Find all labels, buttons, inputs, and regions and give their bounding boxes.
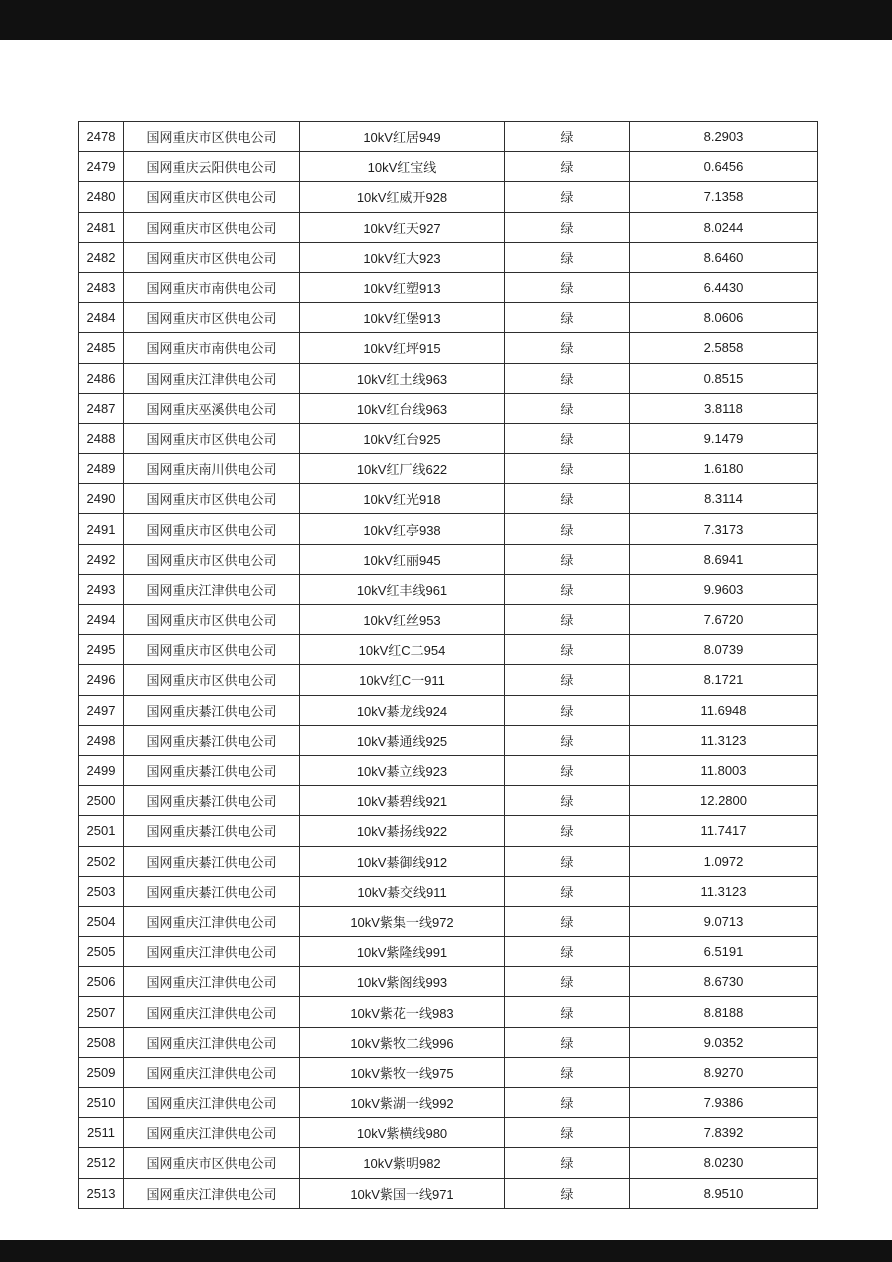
cell-line-name: 10kV綦龙线924 [300,695,505,725]
cell-status: 绿 [505,906,630,936]
viewer-bottom-bar [0,1240,892,1262]
table-row [79,454,818,484]
table-row [79,937,818,967]
cell-company-name: 国网重庆江津供电公司 [124,937,300,967]
cell-status: 绿 [505,846,630,876]
table-row [79,484,818,514]
cell-value: 7.3173 [630,514,818,544]
cell-row-number: 2493 [79,574,124,604]
cell-company-name: 国网重庆江津供电公司 [124,906,300,936]
cell-value: 12.2800 [630,786,818,816]
table-row [79,423,818,453]
cell-value: 8.0230 [630,1148,818,1178]
cell-row-number: 2502 [79,846,124,876]
cell-value: 8.0244 [630,212,818,242]
cell-company-name: 国网重庆綦江供电公司 [124,755,300,785]
cell-value: 11.3123 [630,876,818,906]
document-page [0,40,892,1240]
cell-value: 1.6180 [630,454,818,484]
cell-line-name: 10kV红C二954 [300,635,505,665]
cell-line-name: 10kV紫阁线993 [300,967,505,997]
cell-status: 绿 [505,423,630,453]
cell-company-name: 国网重庆市南供电公司 [124,333,300,363]
cell-line-name: 10kV紫国一线971 [300,1178,505,1208]
cell-row-number: 2495 [79,635,124,665]
cell-row-number: 2509 [79,1057,124,1087]
cell-status: 绿 [505,574,630,604]
cell-status: 绿 [505,786,630,816]
cell-row-number: 2511 [79,1118,124,1148]
cell-row-number: 2483 [79,272,124,302]
table-row [79,725,818,755]
viewer-top-bar [0,0,892,40]
cell-company-name: 国网重庆市区供电公司 [124,635,300,665]
cell-line-name: 10kV綦扬线922 [300,816,505,846]
table-row [79,665,818,695]
cell-company-name: 国网重庆市区供电公司 [124,212,300,242]
cell-value: 8.9270 [630,1057,818,1087]
cell-value: 6.5191 [630,937,818,967]
cell-row-number: 2494 [79,605,124,635]
cell-row-number: 2491 [79,514,124,544]
cell-status: 绿 [505,1027,630,1057]
cell-line-name: 10kV红塑913 [300,272,505,302]
cell-row-number: 2478 [79,122,124,152]
cell-row-number: 2512 [79,1148,124,1178]
cell-status: 绿 [505,333,630,363]
cell-value: 11.7417 [630,816,818,846]
cell-row-number: 2504 [79,906,124,936]
cell-company-name: 国网重庆市区供电公司 [124,544,300,574]
cell-company-name: 国网重庆綦江供电公司 [124,695,300,725]
cell-company-name: 国网重庆江津供电公司 [124,363,300,393]
cell-company-name: 国网重庆江津供电公司 [124,997,300,1027]
table-row [79,876,818,906]
cell-status: 绿 [505,152,630,182]
cell-status: 绿 [505,1178,630,1208]
cell-row-number: 2499 [79,755,124,785]
cell-value: 8.6941 [630,544,818,574]
cell-status: 绿 [505,303,630,333]
table-row [79,1088,818,1118]
cell-row-number: 2489 [79,454,124,484]
cell-row-number: 2507 [79,997,124,1027]
cell-line-name: 10kV紫明982 [300,1148,505,1178]
cell-company-name: 国网重庆綦江供电公司 [124,876,300,906]
cell-line-name: 10kV紫花一线983 [300,997,505,1027]
cell-value: 8.8188 [630,997,818,1027]
cell-row-number: 2482 [79,242,124,272]
cell-company-name: 国网重庆市区供电公司 [124,484,300,514]
table-row [79,695,818,725]
table-row [79,816,818,846]
cell-status: 绿 [505,997,630,1027]
cell-row-number: 2481 [79,212,124,242]
table-row [79,906,818,936]
cell-line-name: 10kV红坪915 [300,333,505,363]
table-row [79,1057,818,1087]
cell-row-number: 2492 [79,544,124,574]
cell-value: 9.0713 [630,906,818,936]
cell-line-name: 10kV綦立线923 [300,755,505,785]
cell-company-name: 国网重庆江津供电公司 [124,967,300,997]
cell-status: 绿 [505,876,630,906]
cell-row-number: 2480 [79,182,124,212]
cell-line-name: 10kV红威开928 [300,182,505,212]
cell-status: 绿 [505,363,630,393]
cell-status: 绿 [505,1118,630,1148]
cell-line-name: 10kV綦御线912 [300,846,505,876]
cell-status: 绿 [505,937,630,967]
cell-company-name: 国网重庆市南供电公司 [124,272,300,302]
cell-value: 0.8515 [630,363,818,393]
table-row [79,514,818,544]
cell-status: 绿 [505,182,630,212]
cell-status: 绿 [505,393,630,423]
cell-company-name: 国网重庆市区供电公司 [124,1148,300,1178]
cell-line-name: 10kV紫湖一线992 [300,1088,505,1118]
cell-line-name: 10kV红宝线 [300,152,505,182]
cell-status: 绿 [505,725,630,755]
table-row [79,363,818,393]
cell-value: 8.9510 [630,1178,818,1208]
cell-status: 绿 [505,212,630,242]
cell-company-name: 国网重庆江津供电公司 [124,1088,300,1118]
cell-status: 绿 [505,1088,630,1118]
cell-company-name: 国网重庆綦江供电公司 [124,846,300,876]
cell-value: 8.1721 [630,665,818,695]
cell-value: 8.2903 [630,122,818,152]
cell-company-name: 国网重庆綦江供电公司 [124,725,300,755]
table-row [79,1027,818,1057]
cell-company-name: 国网重庆巫溪供电公司 [124,393,300,423]
cell-row-number: 2486 [79,363,124,393]
cell-status: 绿 [505,755,630,785]
cell-value: 0.6456 [630,152,818,182]
cell-line-name: 10kV紫隆线991 [300,937,505,967]
cell-value: 11.6948 [630,695,818,725]
table-row [79,393,818,423]
cell-row-number: 2485 [79,333,124,363]
table-row [79,212,818,242]
cell-value: 1.0972 [630,846,818,876]
cell-line-name: 10kV红天927 [300,212,505,242]
cell-status: 绿 [505,967,630,997]
cell-company-name: 国网重庆江津供电公司 [124,574,300,604]
cell-value: 6.4430 [630,272,818,302]
cell-status: 绿 [505,122,630,152]
cell-status: 绿 [505,514,630,544]
table-body [79,122,818,1209]
cell-row-number: 2490 [79,484,124,514]
cell-company-name: 国网重庆江津供电公司 [124,1118,300,1148]
cell-row-number: 2496 [79,665,124,695]
cell-status: 绿 [505,635,630,665]
cell-value: 11.8003 [630,755,818,785]
cell-status: 绿 [505,272,630,302]
cell-line-name: 10kV红丽945 [300,544,505,574]
table-row [79,786,818,816]
cell-row-number: 2500 [79,786,124,816]
cell-line-name: 10kV红堡913 [300,303,505,333]
cell-value: 7.8392 [630,1118,818,1148]
cell-status: 绿 [505,695,630,725]
cell-value: 7.9386 [630,1088,818,1118]
cell-line-name: 10kV红居949 [300,122,505,152]
cell-line-name: 10kV红丰线961 [300,574,505,604]
table-row [79,967,818,997]
cell-value: 9.0352 [630,1027,818,1057]
table-row [79,122,818,152]
cell-company-name: 国网重庆江津供电公司 [124,1027,300,1057]
table-row [79,1118,818,1148]
cell-status: 绿 [505,1057,630,1087]
table-row [79,574,818,604]
cell-line-name: 10kV红台925 [300,423,505,453]
cell-company-name: 国网重庆市区供电公司 [124,303,300,333]
table-row [79,755,818,785]
table-row [79,303,818,333]
cell-line-name: 10kV紫牧一线975 [300,1057,505,1087]
table-row [79,544,818,574]
cell-value: 8.0606 [630,303,818,333]
cell-line-name: 10kV红台线963 [300,393,505,423]
cell-line-name: 10kV红大923 [300,242,505,272]
cell-company-name: 国网重庆市区供电公司 [124,122,300,152]
cell-row-number: 2479 [79,152,124,182]
table-row [79,272,818,302]
table-row [79,605,818,635]
cell-row-number: 2505 [79,937,124,967]
table-row [79,182,818,212]
cell-value: 2.5858 [630,333,818,363]
cell-value: 9.1479 [630,423,818,453]
cell-status: 绿 [505,816,630,846]
cell-value: 8.6730 [630,967,818,997]
cell-company-name: 国网重庆南川供电公司 [124,454,300,484]
table-row [79,152,818,182]
table-row [79,1178,818,1208]
cell-company-name: 国网重庆市区供电公司 [124,665,300,695]
cell-row-number: 2497 [79,695,124,725]
cell-company-name: 国网重庆云阳供电公司 [124,152,300,182]
cell-status: 绿 [505,1148,630,1178]
cell-status: 绿 [505,242,630,272]
cell-row-number: 2510 [79,1088,124,1118]
cell-value: 8.3114 [630,484,818,514]
cell-row-number: 2513 [79,1178,124,1208]
cell-row-number: 2487 [79,393,124,423]
cell-row-number: 2501 [79,816,124,846]
cell-value: 8.0739 [630,635,818,665]
power-line-table [78,121,818,1209]
cell-line-name: 10kV綦碧线921 [300,786,505,816]
cell-line-name: 10kV红厂线622 [300,454,505,484]
cell-value: 7.1358 [630,182,818,212]
cell-line-name: 10kV红亭938 [300,514,505,544]
table-row [79,1148,818,1178]
table-row [79,242,818,272]
cell-line-name: 10kV紫集一线972 [300,906,505,936]
cell-status: 绿 [505,605,630,635]
cell-company-name: 国网重庆市区供电公司 [124,514,300,544]
cell-status: 绿 [505,665,630,695]
cell-company-name: 国网重庆綦江供电公司 [124,816,300,846]
cell-row-number: 2506 [79,967,124,997]
cell-company-name: 国网重庆市区供电公司 [124,605,300,635]
cell-line-name: 10kV红C一911 [300,665,505,695]
cell-status: 绿 [505,454,630,484]
cell-status: 绿 [505,484,630,514]
cell-line-name: 10kV红土线963 [300,363,505,393]
table-row [79,635,818,665]
cell-company-name: 国网重庆綦江供电公司 [124,786,300,816]
cell-status: 绿 [505,544,630,574]
cell-value: 11.3123 [630,725,818,755]
cell-row-number: 2503 [79,876,124,906]
cell-line-name: 10kV红丝953 [300,605,505,635]
cell-value: 3.8118 [630,393,818,423]
cell-company-name: 国网重庆江津供电公司 [124,1057,300,1087]
cell-line-name: 10kV红光918 [300,484,505,514]
cell-row-number: 2508 [79,1027,124,1057]
cell-company-name: 国网重庆市区供电公司 [124,423,300,453]
cell-line-name: 10kV綦通线925 [300,725,505,755]
cell-line-name: 10kV紫横线980 [300,1118,505,1148]
cell-line-name: 10kV綦交线911 [300,876,505,906]
cell-company-name: 国网重庆江津供电公司 [124,1178,300,1208]
cell-value: 8.6460 [630,242,818,272]
cell-row-number: 2488 [79,423,124,453]
cell-row-number: 2484 [79,303,124,333]
cell-value: 9.9603 [630,574,818,604]
table-row [79,997,818,1027]
table-row [79,333,818,363]
cell-line-name: 10kV紫牧二线996 [300,1027,505,1057]
cell-row-number: 2498 [79,725,124,755]
table-row [79,846,818,876]
cell-company-name: 国网重庆市区供电公司 [124,182,300,212]
cell-company-name: 国网重庆市区供电公司 [124,242,300,272]
cell-value: 7.6720 [630,605,818,635]
